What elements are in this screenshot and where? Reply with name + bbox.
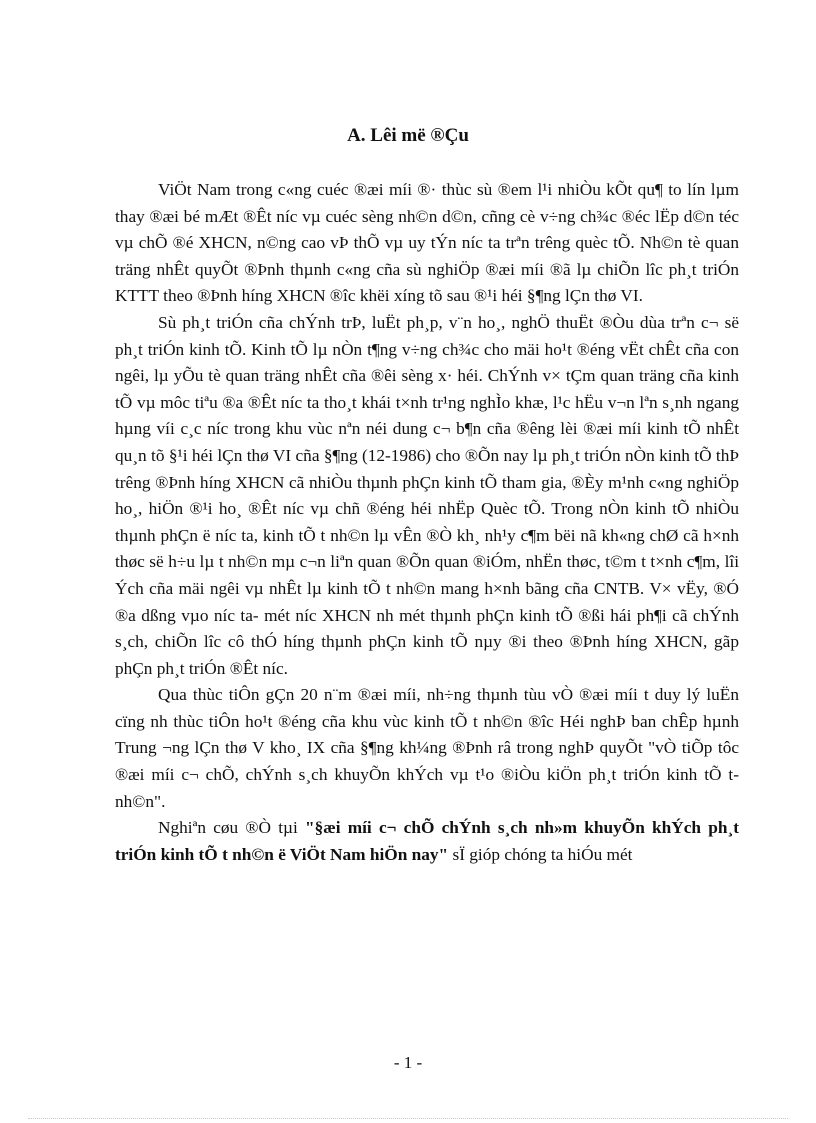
paragraph-3: Qua thùc tiÔn gÇn 20 n¨m ®æi míi, nh÷ng thµnh tùu vÒ ®æi míi t duy lý luËn cïng nh thùc tiÔn ho¹t ®éng cña khu vùc kinh tÕ t nh©n ®îc Héi nghÞ ban chÊp hµnh Trung ¬ng lÇn thø V kho¸ IX cña §¶ng kh¼ng ®Þnh râ trong nghÞ quyÕt "vÒ tiÕp tôc ®æi míi c¬ chÕ, chÝnh s¸ch khuyÕn khÝch vµ t¹o ®iÒu kiÖn ph¸t triÓn kinh tÕ t nh©n". xyxy=(115,685,739,811)
page-bottom-divider xyxy=(28,1118,788,1119)
page-title: A. Lêi më ®Çu xyxy=(347,125,469,146)
paragraph-2: Sù ph¸t triÓn cña chÝnh trÞ, luËt ph¸p, v¨n ho¸, nghÖ thuËt ®Òu dùa trªn c¬ së ph¸t triÓn kinh tÕ. Kinh tÕ lµ nÒn t¶ng v÷ng ch¾c cho mäi ho¹t ®éng vËt chÊt cña con ngêi, lµ yÕu tè quan träng nhÊt cña ®êi sèng x· héi. ChÝnh v× tÇm quan träng cña kinh tÕ vµ môc tiªu ®a ®Êt níc ta tho¸t khái t×nh tr¹ng nghÌo khæ, l¹c hËu v¬n lªn s¸nh ngang hµng víi c¸c níc trong khu vùc nªn néi dung c¬ b¶n cña ®êng lèi ®æi míi kinh tÕ nhÊt qu¸n tõ §¹i héi lÇn thø VI cña §¶ng (12-1986) cho ®Õn nay lµ ph¸t triÓn nÒn kinh tÕ thÞ trêng ®Þnh híng XHCN cã nhiÒu thµnh phÇn kinh tÕ tham gia, ®Èy m¹nh c«ng nghiÖp ho¸, hiÖn ®¹i ho¸ ®Êt níc vµ chñ ®éng héi nhËp Quèc tÕ. Trong nÒn kinh tÕ nhiÒu thµnh phÇn ë níc ta, kinh tÕ t nh©n lµ vÊn ®Ò kh¸ nh¹y c¶m bëi nã kh«ng chØ cã h×nh thøc së h÷u lµ t nh©n mµ c¬n liªn quan ®Õn quan ®iÓm, nhËn thøc, t©m t t×nh c¶m, lîi Ých cña mäi ngêi vµ nhÊt lµ kinh tÕ t nh©n mang h×nh bãng cña CNTB. V× vËy, ®Ó ®a dßng vµo níc ta- mét níc XHCN nh mét thµnh phÇn kinh tÕ ®ßi hái ph¶i cã chÝnh s¸ch, chiÕn lîc cô thÓ híng thµnh phÇn kinh tÕ nµy ®i theo ®Þnh híng XHCN, gãp phÇn ph¸t triÓn ®Êt níc. xyxy=(115,312,739,678)
page-number: - 1 - xyxy=(393,1053,423,1072)
paragraph-4-lead: Nghiªn cøu ®Ò tµi xyxy=(158,818,305,838)
paragraph-4-tail: sÏ gióp chóng ta hiÓu mét xyxy=(448,844,633,864)
body-text xyxy=(115,177,739,868)
paragraph-1: ViÖt Nam trong c«ng cuéc ®æi míi ®· thùc sù ®em l¹i nhiÒu kÕt qu¶ to lín lµm thay ®æi bé mÆt ®Êt níc vµ cuéc sèng nh©n d©n, cñng cè v÷ng ch¾c ®éc lËp d©n téc vµ chÕ ®é XHCN, n©ng cao vÞ thÕ vµ uy tÝn níc ta trªn trêng quèc tÕ. Nh©n tè quan träng nhÊt quyÕt ®Þnh thµnh c«ng cña sù nghiÖp ®æi míi ®ã lµ chiÕn lîc ph¸t triÓn KTTT theo ®Þnh híng XHCN ®îc khëi xíng tõ sau ®¹i héi §¶ng lÇn thø VI. xyxy=(115,180,739,306)
paragraph-4 xyxy=(115,815,739,868)
paragraph-4-topic-title: "§æi míi c¬ chÕ chÝnh s¸ch nh»m khuyÕn khÝch ph¸t triÓn kinh tÕ t nh©n ë ViÖt Nam hiÖn nay" xyxy=(115,818,739,864)
